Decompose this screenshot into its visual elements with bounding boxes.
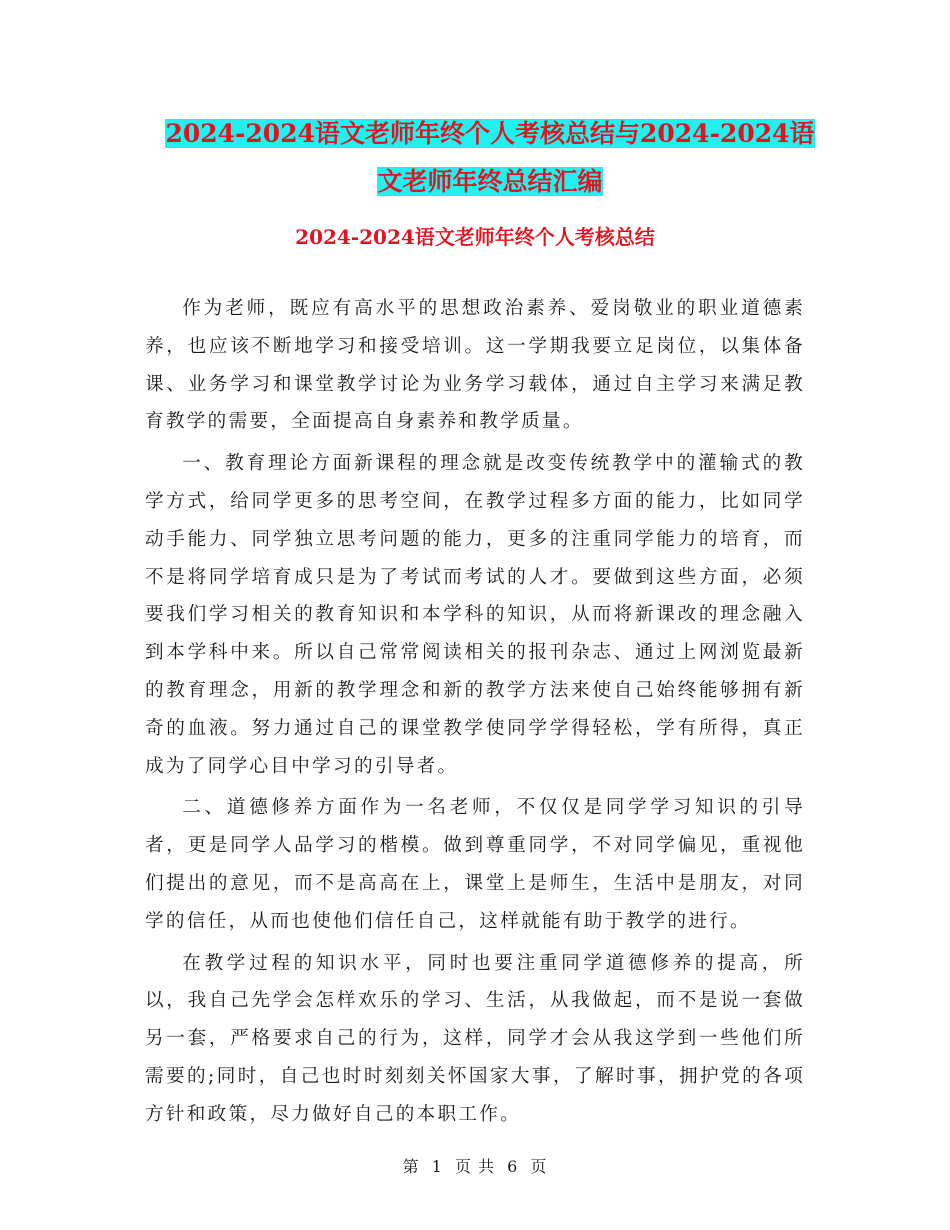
document-body	[145, 290, 805, 1134]
document-title-line-2: 文老师年终总结汇编	[377, 167, 603, 196]
footer-page-number: 1	[431, 1157, 443, 1176]
paragraph-teaching-process: 在教学过程的知识水平，同时也要注重同学道德修养的提高，所以，我自己先学会怎样欢乐的学习、生活，从我做起，而不是说一套做另一套，严格要求自己的行为，这样，同学才会从我这学到一些他们所需要的;同时，自己也时时刻刻关怀国家大事，了解时事，拥护党的各项方针和政策，尽力做好自己的本职工作。	[145, 952, 805, 1125]
document-title-line-1: 2024-2024语文老师年终个人考核总结与2024-2024语	[165, 119, 815, 148]
paragraph-intro: 作为老师，既应有高水平的思想政治素养、爱岗敬业的职业道德素养，也应该不断地学习和接受培训。这一学期我要立足岗位，以集体备课、业务学习和课堂教学讨论为业务学习载体，通过自主学习来满足教育教学的需要，全面提高自身素养和教学质量。	[145, 298, 805, 433]
footer-suffix: 页	[530, 1157, 548, 1176]
page-footer	[0, 1154, 950, 1177]
section-title: 2024-2024语文老师年终个人考核总结	[295, 225, 655, 249]
footer-prefix: 第	[402, 1157, 420, 1176]
footer-middle: 页 共	[454, 1157, 496, 1176]
paragraph-education-theory: 一、教育理论方面新课程的理念就是改变传统教学中的灌输式的教学方式，给同学更多的思考空间，在教学过程多方面的能力，比如同学动手能力、同学独立思考问题的能力，更多的注重同学能力的培育，而不是将同学培育成只是为了考试而考试的人才。要做到这些方面，必须要我们学习相关的教育知识和本学科的知识，从而将新课改的理念融入到本学科中来。所以自己常常阅读相关的报刊杂志、通过上网浏览最新的教育理念，用新的教学理念和新的教学方法来使自己始终能够拥有新奇的血液。努力通过自己的课堂教学使同学学得轻松，学有所得，真正成为了同学心目中学习的引导者。	[145, 453, 805, 777]
paragraph-moral-cultivation: 二、道德修养方面作为一名老师，不仅仅是同学学习知识的引导者，更是同学人品学习的楷模。做到尊重同学，不对同学偏见，重视他们提出的意见，而不是高高在上，课堂上是师生，生活中是朋友，对同学的信任，从而也使他们信任自己，这样就能有助于教学的进行。	[145, 797, 805, 932]
document-title	[140, 110, 840, 206]
footer-total-pages: 6	[507, 1157, 519, 1176]
